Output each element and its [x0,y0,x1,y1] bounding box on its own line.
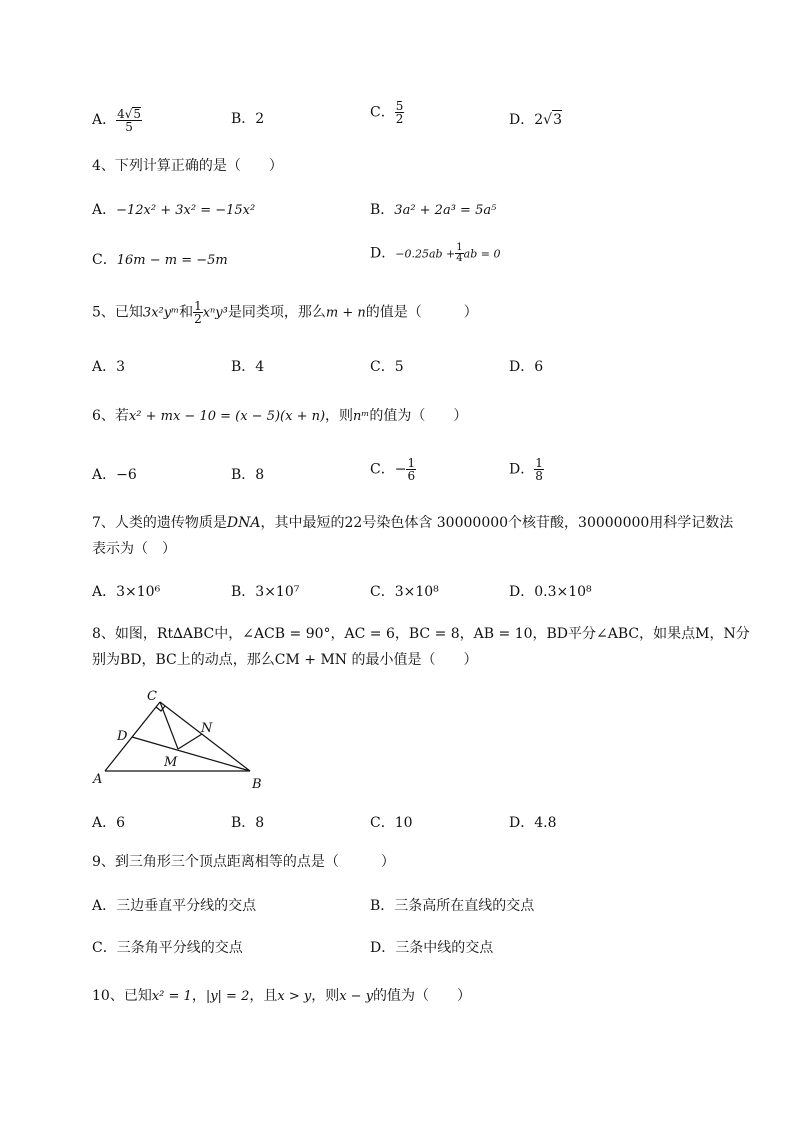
segment-bd [132,737,250,771]
q7-option-a [92,583,160,601]
q5-stem [92,300,478,325]
stem-text: ， [191,988,206,1004]
option-text: 3×10⁸ [394,584,439,600]
q4-option-a [92,201,255,220]
numerator: 1 [456,242,463,253]
label-a: A [93,772,103,787]
stem-text: 的值为（ ） [369,408,468,424]
denominator: 2 [194,312,202,326]
stem-text: 5、已知 [92,304,143,321]
stem-text: 10、已知 [92,988,152,1004]
math-term: x > y [277,989,312,1004]
q5-option-d [509,358,543,376]
label-m: M [164,755,178,770]
stem-text: 6、若 [92,408,129,424]
fraction [395,100,405,125]
option-text: 0.3×10⁸ [534,584,592,600]
q9-stem: 9、到三角形三个顶点距离相等的点是（ ） [92,854,395,870]
fraction [455,243,463,264]
q9-option-c [92,939,243,957]
option-letter: C． [370,359,395,375]
q3-option-a [92,107,142,133]
q8-option-b [231,814,264,832]
option-expression: 3a² + 2a³ = 5a⁵ [394,203,497,218]
math-equation: x² + mx − 10 = (x − 5)(x + n) [128,409,326,424]
q8-stem-line1: 8、如图，Rt∆ABC中，∠ACB = 90°，AC = 6，BC = 8，AB = 10，BD平分∠ABC，如果点M，N分 [92,626,750,642]
option-letter: C． [92,940,117,956]
math-term: DNA [226,515,261,531]
option-letter: C． [370,461,395,478]
radicand: 5 [133,107,142,121]
fraction: $\frac{4√5}{5}$ [117,107,142,134]
option-text: 三条中线的交点 [395,940,494,956]
q7-option-b [231,583,299,601]
math-term: xⁿy³ [202,305,228,321]
label-b: B [252,777,262,792]
q4-option-d [370,243,500,264]
denominator: 5 [125,120,133,134]
q5-option-b [231,358,264,376]
option-letter: A． [92,359,117,375]
option-letter: C． [370,815,395,831]
option-text: 4 [255,359,265,375]
option-letter: B． [231,467,256,483]
q8-option-a [92,814,125,832]
triangle-figure [90,685,280,795]
option-letter: B． [231,111,256,127]
q8-option-c [370,814,413,832]
denominator: 4 [456,253,463,264]
label-c: C [147,689,157,704]
option-letter: A． [92,898,117,914]
stem-text: ，则 [311,988,340,1004]
q6-option-a [92,466,137,484]
q7-stem-line1 [92,514,733,532]
q4-option-b [370,201,496,220]
option-text: 5 [394,359,404,375]
stem-text: 是同类项，那么 [227,304,326,321]
option-letter: D． [509,359,535,375]
q9-option-b [370,897,534,915]
numerator-coefficient: 4 [117,107,125,121]
stem-text: ，则 [325,408,354,424]
radicand: 3 [553,112,562,128]
fraction [193,300,203,325]
option-letter: D． [370,940,396,956]
numerator: 5 [395,99,404,113]
q4-option-c [92,251,228,270]
option-letter: A． [92,815,117,831]
option-letter: D． [509,461,535,478]
option-letter: C． [370,584,395,600]
numerator: 1 [535,456,543,470]
option-text: 3 [116,359,126,375]
denominator: 8 [535,469,543,483]
option-expression: 16m − m = −5m [116,253,228,268]
math-term: x − y [339,989,374,1004]
q6-stem [92,407,467,426]
stem-text: ，其中最短的22号染色体含 30000000个核苷酸，30000000用科学记数法 [260,515,734,531]
q7-stem-line2: 表示为（ ） [92,541,176,557]
math-term: nᵐ [353,409,370,424]
option-letter: A． [92,112,117,128]
option-text: 8 [255,467,265,483]
q6-option-b [231,466,264,484]
option-letter: B． [231,359,256,375]
q6-option-d [509,457,544,482]
option-letter: A． [92,584,117,600]
q5-option-a [92,358,125,376]
q3-option-b [231,110,264,128]
label-n: N [201,721,213,736]
option-text: 3×10⁶ [116,584,161,600]
q3-option-d: D．2√3 [509,112,562,128]
option-text: 2 [255,111,265,127]
option-letter: B． [370,898,395,914]
q8-stem-line2: 别为BD，BC上的动点，那么CM + MN 的最小值是（ ） [92,652,478,668]
stem-text: 和 [179,304,194,321]
fraction [534,457,544,482]
option-letter: D． [509,815,535,831]
option-letter: B． [231,815,256,831]
option-letter: D． [509,112,535,128]
denominator: 6 [407,469,416,483]
label-d: D [117,729,128,744]
q7-option-c [370,583,439,601]
option-letter: D． [509,584,535,600]
option-text: 3×10⁷ [255,584,300,600]
q9-option-d [370,939,493,957]
stem-text: 的值是（ ） [365,304,478,321]
option-text: 三条高所在直线的交点 [394,898,535,914]
q9-option-a [92,897,256,915]
stem-text: ，且 [249,988,278,1004]
option-letter: C． [92,252,117,268]
option-letter: B． [231,584,256,600]
expression-part: −0.25ab + [395,247,456,261]
coefficient: 2 [534,112,544,128]
option-letter: B． [370,202,395,218]
option-letter: D． [370,245,396,262]
q5-option-c [370,358,404,376]
option-letter: A． [92,467,117,483]
math-term: m + n [325,305,366,321]
option-text: 8 [255,815,265,831]
math-term: x² = 1 [151,989,192,1004]
q4-stem: 4、下列计算正确的是（ ） [92,158,283,174]
option-letter: A． [92,202,117,218]
segment-mn [178,734,202,749]
option-text: 三条角平分线的交点 [116,940,243,956]
expression-part: ab = 0 [463,247,501,261]
q8-option-d [509,814,557,832]
option-text: 6 [116,815,126,831]
option-text: −6 [116,467,137,483]
numerator: 1 [194,299,202,313]
stem-text: 的值为（ ） [373,988,472,1004]
q6-option-c [370,457,416,482]
numerator: 1 [407,456,416,470]
side-ac [105,702,160,771]
stem-text: 7、人类的遗传物质是 [92,515,227,531]
option-text: 4.8 [534,815,557,831]
option-expression: −12x² + 3x² = −15x² [116,203,256,218]
math-term: |y| = 2 [205,989,250,1004]
option-text: 10 [394,815,413,831]
q3-option-c [370,100,404,125]
denominator: 2 [395,112,404,126]
q7-option-d [509,583,592,601]
option-text: 三边垂直平分线的交点 [116,898,257,914]
option-letter: C． [370,104,395,121]
sign: − [394,461,407,478]
fraction [406,457,416,482]
q10-stem [92,987,471,1006]
option-text: 6 [534,359,544,375]
math-term: 3x²yᵐ [142,305,180,321]
